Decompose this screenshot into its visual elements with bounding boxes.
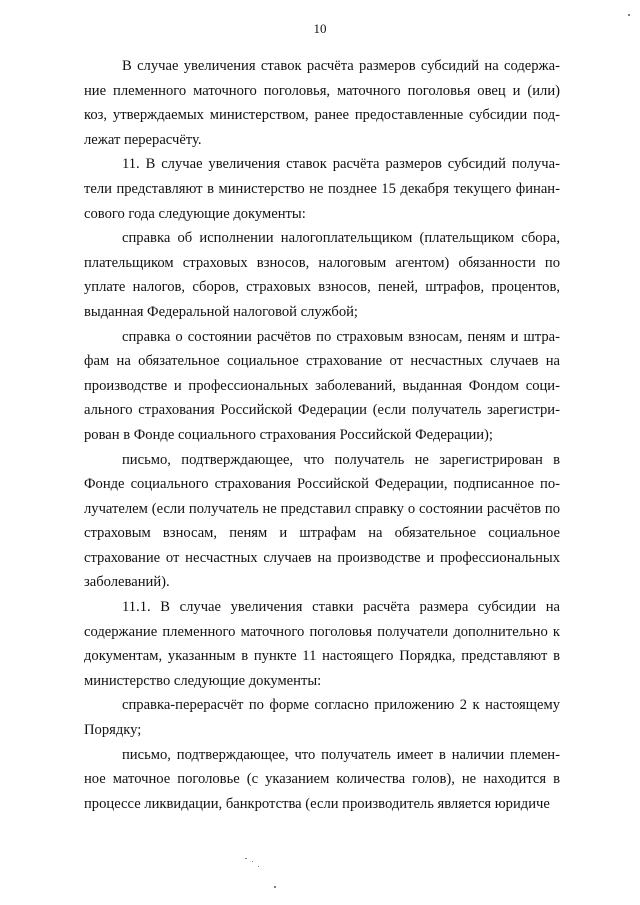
scan-speck [258,866,259,867]
paragraph-item-11-1: 11.1. В случае увеличения ставки расчёта размера субсидии на содержание племенного маточного поголовья получатели дополнительно к документам, указанным в пункте 11 настоящего Порядка, представляют в министерство следующие документы: [84,599,560,689]
scan-speck [274,886,276,888]
page-number: 10 [313,21,327,36]
scan-speck [252,861,253,862]
paragraph-tax-certificate: справка об исполнении налогоплательщиком (плательщиком сбора, плательщиком страховых взносов, налоговым агентом) обязанности по уплате налогов, сборов, страховых взносов, пеней, штрафов, процентов, выданная Федеральной налоговой службой; [84,230,560,320]
document-body [84,54,560,816]
paragraph-livestock-letter: письмо, подтверждающее, что получатель имеет в наличии племенное маточное поголовье (с указанием количества голов), не находится в процессе ликвидации, банкротства (если производитель является юридиче [84,746,560,812]
paragraph-recalculation: В случае увеличения ставок расчёта размеров субсидий на содержание племенного маточного поголовья, маточного поголовья овец и (или) коз, утверждаемых министерством, ранее предоставленные субсидии подлежат перерасчёту. [84,58,560,148]
scan-speck [245,858,247,859]
paragraph-insurance-certificate: справка о состоянии расчётов по страховым взносам, пеням и штрафам на обязательное социальное страхование от несчастных случаев на производстве и профессиональных заболеваний, выданная Фондом социального страхования Российской Федерации (если получатель зарегистрирован в Фонде социального страхования Российской Федерации); [84,328,560,443]
scan-speck [628,14,630,16]
paragraph-recalculation-certificate: справка-перерасчёт по форме согласно приложению 2 к настоящему Порядку; [84,697,560,739]
paragraph-item-11: 11. В случае увеличения ставок расчёта размеров субсидий получатели представляют в министерство не позднее 15 декабря текущего финансового года следующие документы: [84,156,560,222]
paragraph-non-registration-letter: письмо, подтверждающее, что получатель не зарегистрирован в Фонде социального страхования Российской Федерации, подписанное получателем (если получатель не представил справку о состоянии расчётов по страховым взносам, пеням и штрафам на обязательное социальное страхование от несчастных случаев на производстве и профессиональных заболеваний). [84,451,560,591]
